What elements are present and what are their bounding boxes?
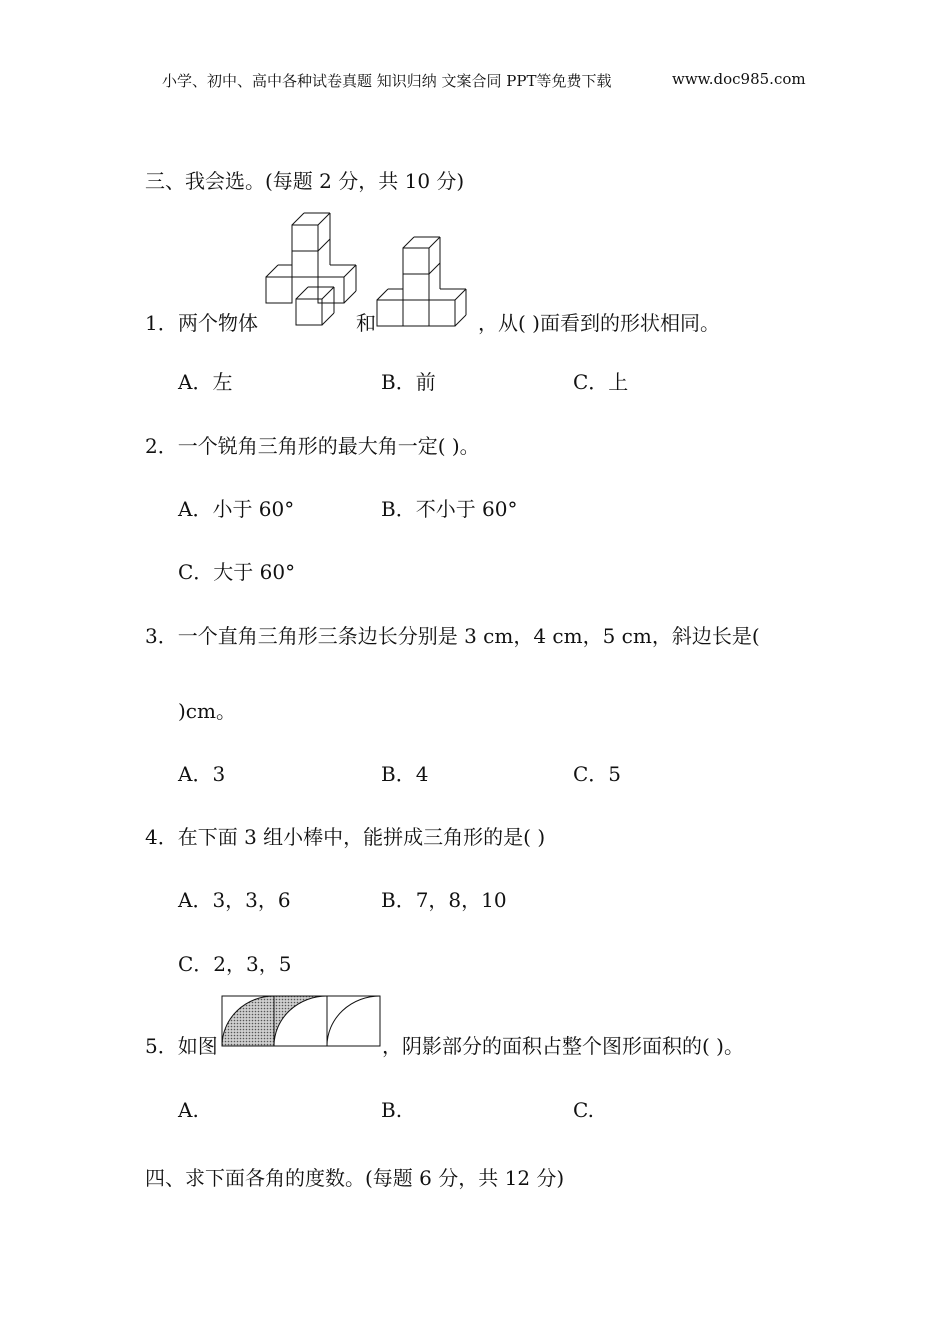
q3-text-line1: 3．一个直角三角形三条边长分别是 3 cm，4 cm，5 cm，斜边长是(: [145, 624, 760, 648]
q1-number: 1．: [145, 311, 178, 335]
q5-option-c[interactable]: C.: [573, 1098, 594, 1122]
q5-text-end: ，阴影部分的面积占整个图形面积的( )。: [382, 1034, 744, 1058]
q2-text: 2．一个锐角三角形的最大角一定( )。: [145, 434, 480, 458]
q1-option-b[interactable]: B．前: [381, 370, 436, 394]
q2-option-a[interactable]: A．小于 60°: [178, 497, 295, 521]
q3-option-c[interactable]: C．5: [573, 762, 622, 786]
q3-text-line2: )cm。: [178, 699, 236, 723]
shaded-quarter-circles-figure: [221, 995, 381, 1047]
cube-object-2-figure: [377, 237, 477, 327]
q4-option-b[interactable]: B．7，8，10: [381, 888, 507, 912]
q2-option-b[interactable]: B．不小于 60°: [381, 497, 518, 521]
q1-text-part3: ，从( )面看到的形状相同。: [478, 311, 720, 335]
q1-text-part1: 两个物体: [178, 311, 258, 335]
q1-option-a[interactable]: A．左: [178, 370, 233, 394]
header-website: www.doc985.com: [672, 70, 806, 88]
section-three-title: 三、我会选。(每题 2 分，共 10 分): [145, 169, 465, 193]
q2-option-c[interactable]: C．大于 60°: [178, 560, 296, 584]
section-four-title: 四、求下面各角的度数。(每题 6 分，共 12 分): [145, 1166, 565, 1190]
q4-option-c[interactable]: C．2，3，5: [178, 952, 292, 976]
q4-text: 4．在下面 3 组小棒中，能拼成三角形的是( ): [145, 825, 546, 849]
q5-text-start: 5．如图: [145, 1034, 218, 1058]
q1-option-c[interactable]: C．上: [573, 370, 629, 394]
cube-object-1-figure: [266, 212, 356, 327]
header-left-text: 小学、初中、高中各种试卷真题 知识归纳 文案合同 PPT等免费下载: [162, 72, 612, 90]
q3-option-b[interactable]: B．4: [381, 762, 429, 786]
q5-option-b[interactable]: B.: [381, 1098, 403, 1122]
q4-option-a[interactable]: A．3，3，6: [178, 888, 291, 912]
q5-option-a[interactable]: A.: [178, 1098, 199, 1122]
q1-text-part2: 和: [356, 311, 376, 335]
q3-option-a[interactable]: A．3: [178, 762, 226, 786]
